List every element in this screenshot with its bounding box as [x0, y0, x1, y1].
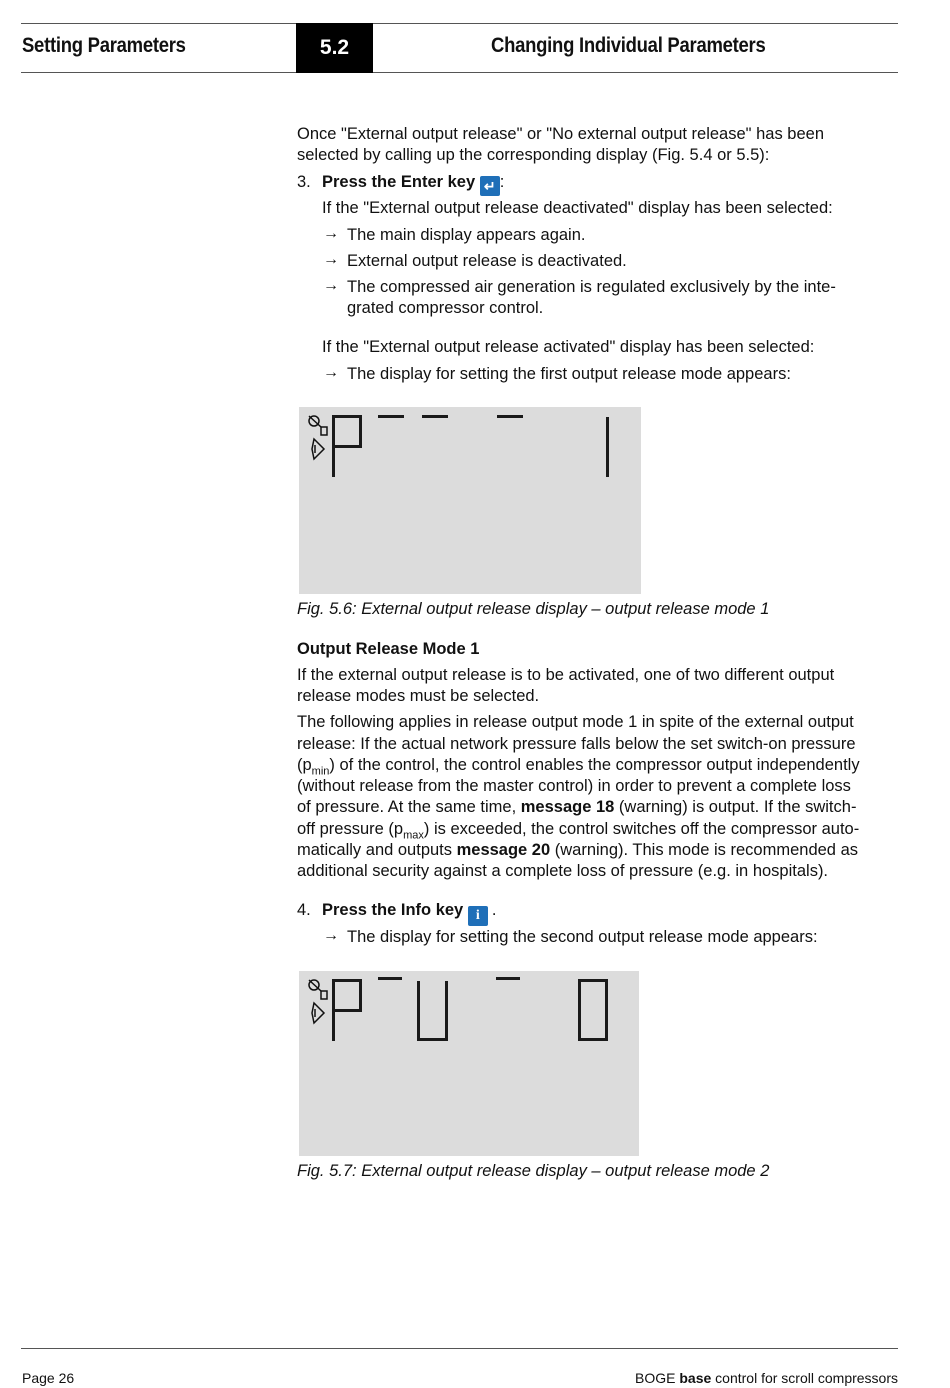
message-18: message 18	[520, 798, 615, 816]
mode-1-para-2-line-5	[297, 797, 897, 819]
if-activated-text: If the "External output release activated" display has been selected:	[322, 338, 815, 356]
subscript-min: min	[311, 765, 330, 778]
enter-key-icon: ↵	[480, 176, 500, 196]
subsection-title: Changing Individual Parameters	[491, 34, 766, 57]
step-3-label: Press the Enter key	[322, 173, 476, 191]
result-activated: The display for setting the first output release mode appears:	[347, 365, 791, 383]
step-4-label: Press the Info key	[322, 901, 464, 919]
mode-1-para-2-line-7	[297, 840, 897, 862]
text-run: off pressure (p	[297, 820, 404, 838]
result-deactivated-1: The main display appears again.	[347, 226, 586, 244]
section-title: Setting Parameters	[22, 34, 186, 57]
figure-5-7-caption: Fig. 5.7: External output release display – output release mode 2	[297, 1162, 770, 1180]
footer-brand	[635, 1370, 898, 1386]
mode-1-para-1-line-2: release modes must be selected.	[297, 687, 540, 705]
result-deactivated-2: External output release is deactivated.	[347, 252, 627, 270]
page-number: Page 26	[22, 1370, 75, 1386]
info-key-icon: i	[468, 906, 488, 926]
brand-bold: base	[679, 1370, 712, 1386]
result-arrow-icon: →	[323, 927, 339, 944]
subscript-max: max	[403, 829, 424, 842]
brand-pre: BOGE	[635, 1370, 680, 1386]
result-arrow-icon: →	[323, 225, 339, 242]
result-deactivated-3-cont: grated compressor control.	[347, 299, 544, 317]
result-arrow-icon: →	[323, 251, 339, 268]
lcd-status-icons	[304, 977, 334, 1027]
result-arrow-icon: →	[323, 364, 339, 381]
footer-rule	[21, 1348, 898, 1349]
message-20: message 20	[456, 841, 551, 859]
if-deactivated-text: If the "External output release deactivated" display has been selected:	[322, 199, 833, 217]
header-bottom-rule	[21, 72, 898, 73]
intro-line-2: selected by calling up the corresponding display (Fig. 5.4 or 5.5):	[297, 146, 770, 164]
text-run: ) is exceeded, the control switches off the compressor auto-	[423, 820, 860, 838]
mode-1-para-2-line-1: The following applies in release output mode 1 in spite of the external output	[297, 713, 854, 731]
mode-1-heading: Output Release Mode 1	[297, 640, 480, 658]
text-run: (warning) is output. If the switch-	[614, 798, 857, 816]
result-deactivated-3: The compressed air generation is regulated exclusively by the inte-	[347, 278, 836, 296]
text-run: matically and outputs	[297, 841, 457, 859]
text-run: (p	[297, 756, 312, 774]
mode-1-para-2-line-8: additional security against a complete loss of pressure (e.g. in hospitals).	[297, 862, 829, 880]
section-number	[296, 23, 373, 73]
text-run: (warning). This mode is recommended as	[550, 841, 858, 859]
figure-5-6-caption: Fig. 5.6: External output release display – output release mode 1	[297, 600, 770, 618]
step-3	[322, 172, 922, 196]
mode-1-para-2-line-4: (without release from the master control) in order to prevent a complete loss	[297, 777, 851, 795]
intro-line-1: Once "External output release" or "No external output release" has been	[297, 125, 824, 143]
step-4-suffix: .	[491, 901, 497, 919]
result-arrow-icon: →	[323, 277, 339, 294]
step-3-number: 3.	[297, 173, 311, 191]
text-run: of pressure. At the same time,	[297, 798, 521, 816]
step-4-result: The display for setting the second output release mode appears:	[347, 928, 818, 946]
step-4-number: 4.	[297, 901, 311, 919]
lcd-display-mode-1	[299, 407, 641, 594]
mode-1-para-2-line-2: release: If the actual network pressure falls below the set switch-on pressure	[297, 735, 856, 753]
header-top-rule	[21, 23, 898, 24]
step-3-suffix: :	[499, 173, 505, 191]
step-4	[322, 900, 922, 926]
lcd-display-mode-2	[299, 971, 639, 1156]
text-run: ) of the control, the control enables the compressor output independently	[329, 756, 860, 774]
mode-1-para-1-line-1: If the external output release is to be activated, one of two different output	[297, 666, 835, 684]
brand-post: control for scroll compressors	[711, 1370, 898, 1386]
section-number-label: 5.2	[319, 36, 350, 59]
lcd-status-icons	[304, 413, 334, 463]
